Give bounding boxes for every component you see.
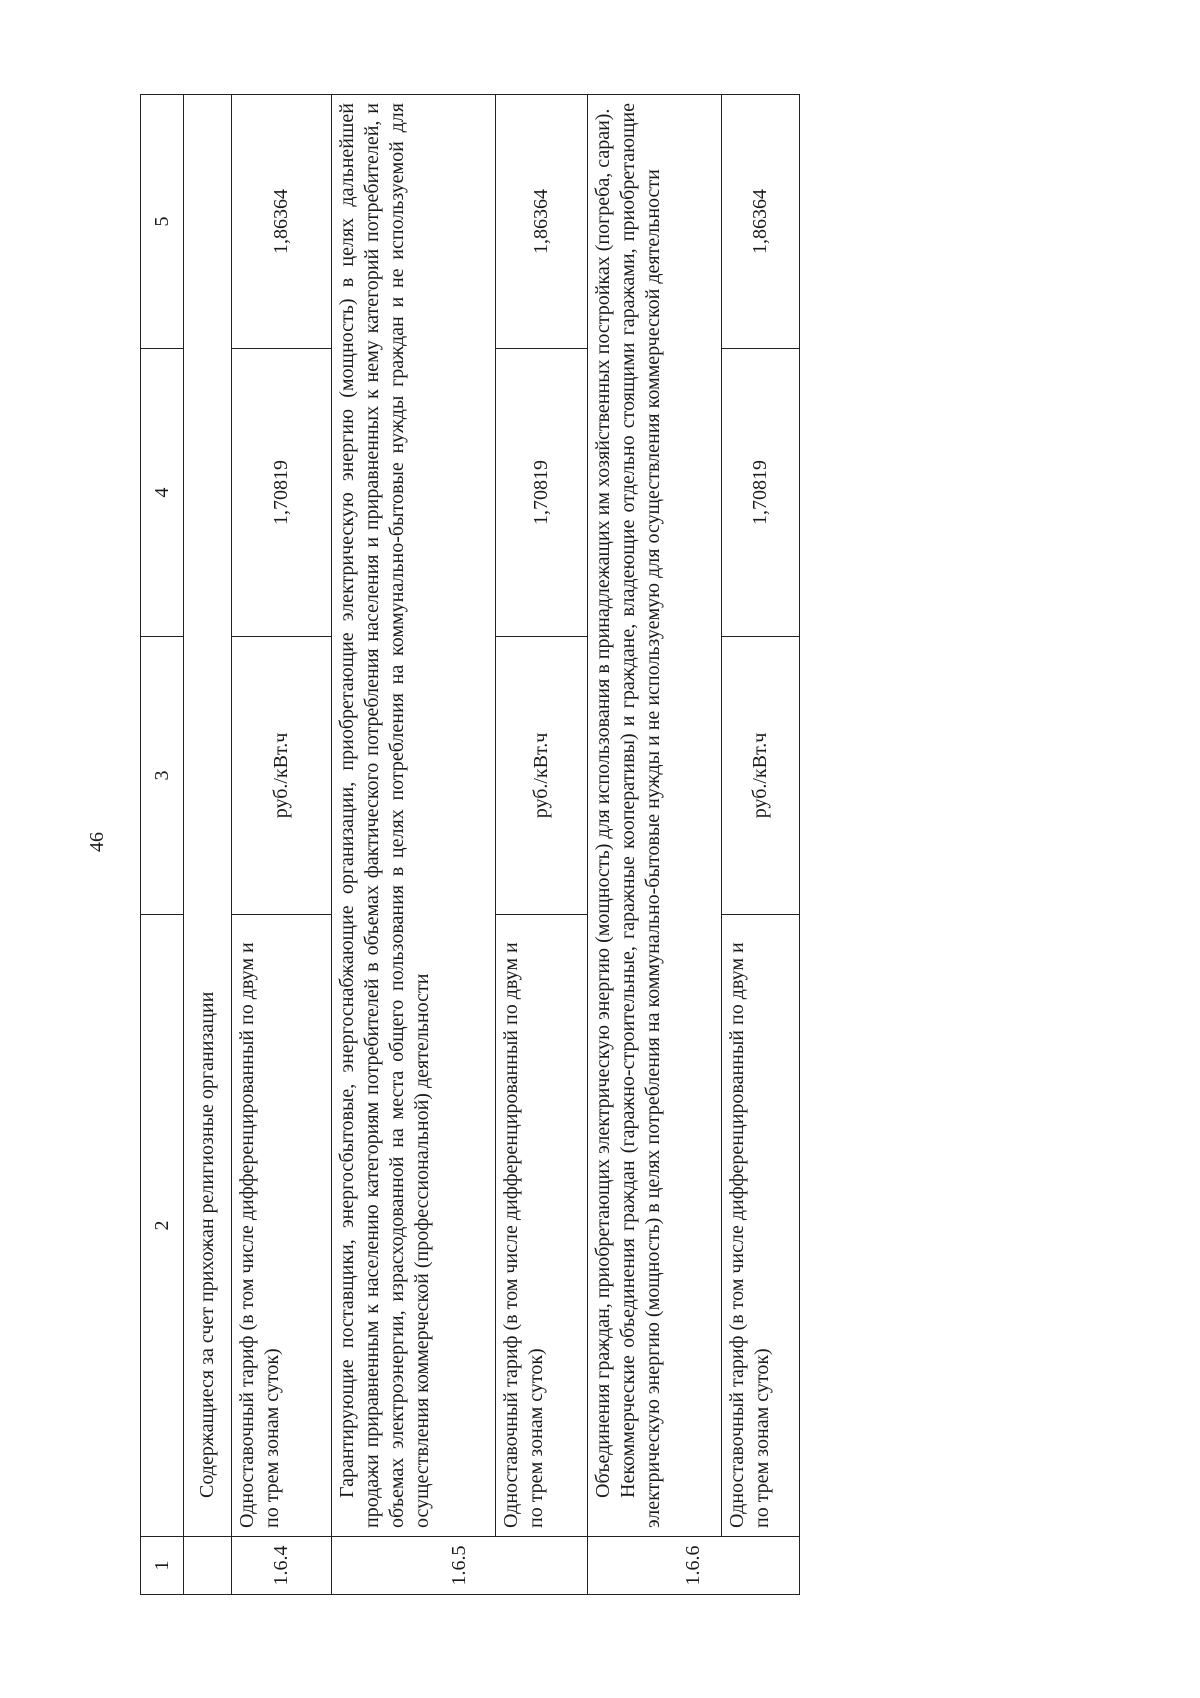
- table-row: [722, 95, 800, 1595]
- row-number: 1.6.4: [232, 1537, 332, 1595]
- category-paragraph-2: Некоммерческие объединения граждан (гаражно-строительные, гаражные кооперативы) и граждане, владеющие отдельно стоящими гаражами, приобретающие электрическую энергию (мощность) в целях потребления на коммунально-бытовые нужды и не используемую для осуществления коммерческой деятельности: [617, 103, 664, 1528]
- value-col-5: 1,86364: [232, 95, 332, 349]
- tariff-description: Одноставочный тариф (в том числе дифференцированный по двум и по трем зонам суток): [722, 915, 800, 1537]
- unit-cell: руб./кВт.ч: [496, 637, 588, 915]
- value-col-4: 1,70819: [722, 349, 800, 637]
- category-paragraph-1: Объединения граждан, приобретающих электрическую энергию (мощность) для использования в принадлежащих им хозяйственных постройках (погреба, сараи).: [592, 108, 614, 1498]
- value-col-5: 1,86364: [496, 95, 588, 349]
- value-col-5: 1,86364: [722, 95, 800, 349]
- header-row: [141, 95, 184, 1595]
- page-number: 46: [86, 832, 108, 852]
- tariff-table: [140, 94, 800, 1595]
- category-description: Гарантирующие поставщики, энергосбытовые, энергоснабжающие организации, приобретающие электрическую энергию (мощность) в целях дальнейшей продажи приравненным к населению категориям потребителей в объемах фактического потребления населения и приравненных к нему категорий потребителей, и объемах электроэнергии, израсходованной на места общего пользования в целях потребления на коммунально-бытовые нужды граждан и не используемой для осуществления коммерческой (профессиональной) деятельности: [332, 95, 496, 1537]
- row-number: 1.6.5: [332, 1537, 588, 1595]
- table-row: [332, 95, 496, 1595]
- table-row: [588, 95, 722, 1595]
- tariff-table-rotated: [140, 95, 880, 1595]
- category-note: Содержащиеся за счет прихожан религиозные организации: [184, 95, 232, 1537]
- header-col-1: 1: [141, 1537, 184, 1595]
- header-col-4: 4: [141, 349, 184, 637]
- row-number: [184, 1537, 232, 1595]
- unit-cell: руб./кВт.ч: [232, 637, 332, 915]
- row-number: 1.6.6: [588, 1537, 800, 1595]
- value-col-4: 1,70819: [496, 349, 588, 637]
- unit-cell: руб./кВт.ч: [722, 637, 800, 915]
- tariff-description: Одноставочный тариф (в том числе дифференцированный по двум и по трем зонам суток): [496, 915, 588, 1537]
- table-row: [232, 95, 332, 1595]
- value-col-4: 1,70819: [232, 349, 332, 637]
- category-description: [588, 95, 722, 1537]
- header-col-5: 5: [141, 95, 184, 349]
- tariff-description: Одноставочный тариф (в том числе дифференцированный по двум и по трем зонам суток): [232, 915, 332, 1537]
- header-col-2: 2: [141, 915, 184, 1537]
- table-row: [184, 95, 232, 1595]
- table-row: [496, 95, 588, 1595]
- header-col-3: 3: [141, 637, 184, 915]
